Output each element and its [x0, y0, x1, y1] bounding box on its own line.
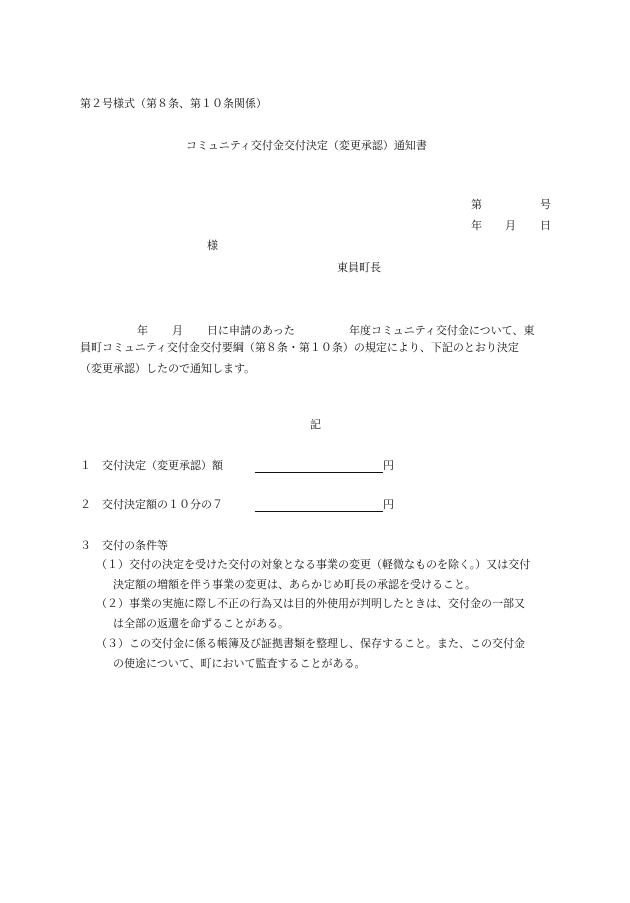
item-3-number: ３ — [80, 539, 91, 552]
condition-3-line-1: （３）この交付金に係る帳簿及び証拠書類を整理し、保存すること。また、この交付金 — [96, 637, 525, 650]
body-fiscal: 年度コミュニティ交付金について、東 — [349, 324, 535, 337]
number-prefix: 第 — [471, 198, 482, 211]
number-suffix: 号 — [540, 198, 551, 211]
form-number: 第２号様式（第８条、第１０条関係） — [80, 97, 267, 110]
item-3-label: 交付の条件等 — [102, 539, 168, 552]
item-1-label: 交付決定（変更承認）額 — [102, 459, 223, 472]
condition-1-line-2: 決定額の増額を伴う事業の変更は、あらかじめ町長の承認を受けること。 — [113, 577, 476, 591]
item-3-heading — [80, 540, 168, 551]
item-2-amount-line — [255, 497, 383, 512]
item-1-unit: 円 — [383, 459, 394, 472]
body-line-3: （変更承認）したので通知します。 — [80, 362, 256, 375]
addressee-sama: 様 — [207, 239, 218, 252]
condition-3 — [96, 634, 556, 673]
condition-2-line-2: は全部の返還を命ずることがある。 — [113, 616, 289, 630]
item-2-unit: 円 — [383, 498, 394, 511]
condition-1 — [96, 555, 556, 594]
item-2-label: 交付決定額の１０分の７ — [102, 498, 223, 511]
body-year: 年 — [137, 324, 148, 337]
date-day: 日 — [540, 219, 551, 232]
ki-heading: 記 — [310, 418, 321, 431]
date-month: 月 — [505, 219, 516, 232]
condition-2 — [96, 594, 556, 633]
condition-1-line-1: （１）交付の決定を受けた交付の対象となる事業の変更（軽微なものを除く。）又は交付 — [96, 558, 531, 571]
item-1-amount-line — [255, 458, 383, 473]
body-line-2: 員町コミュニティ交付金交付要綱（第８条・第１０条）の規定により、下記のとおり決定 — [80, 340, 519, 354]
item-1 — [80, 460, 223, 471]
date-year: 年 — [471, 219, 482, 232]
body-month: 月 — [172, 324, 183, 337]
item-2-number: ２ — [80, 498, 91, 511]
document-title: コミュニティ交付金交付決定（変更承認）通知書 — [186, 139, 427, 152]
condition-2-line-1: （２）事業の実施に際し不正の行為又は目的外使用が判明したときは、交付金の一部又 — [96, 597, 525, 610]
body-applied: 日に申請のあった — [207, 324, 295, 337]
condition-3-line-2: の使途について、町において監査することがある。 — [113, 656, 366, 670]
item-2 — [80, 499, 223, 510]
notice-body — [80, 315, 550, 380]
sender-name: 東員町長 — [337, 261, 381, 274]
item-1-number: １ — [80, 459, 91, 472]
body-line-1 — [80, 315, 550, 337]
